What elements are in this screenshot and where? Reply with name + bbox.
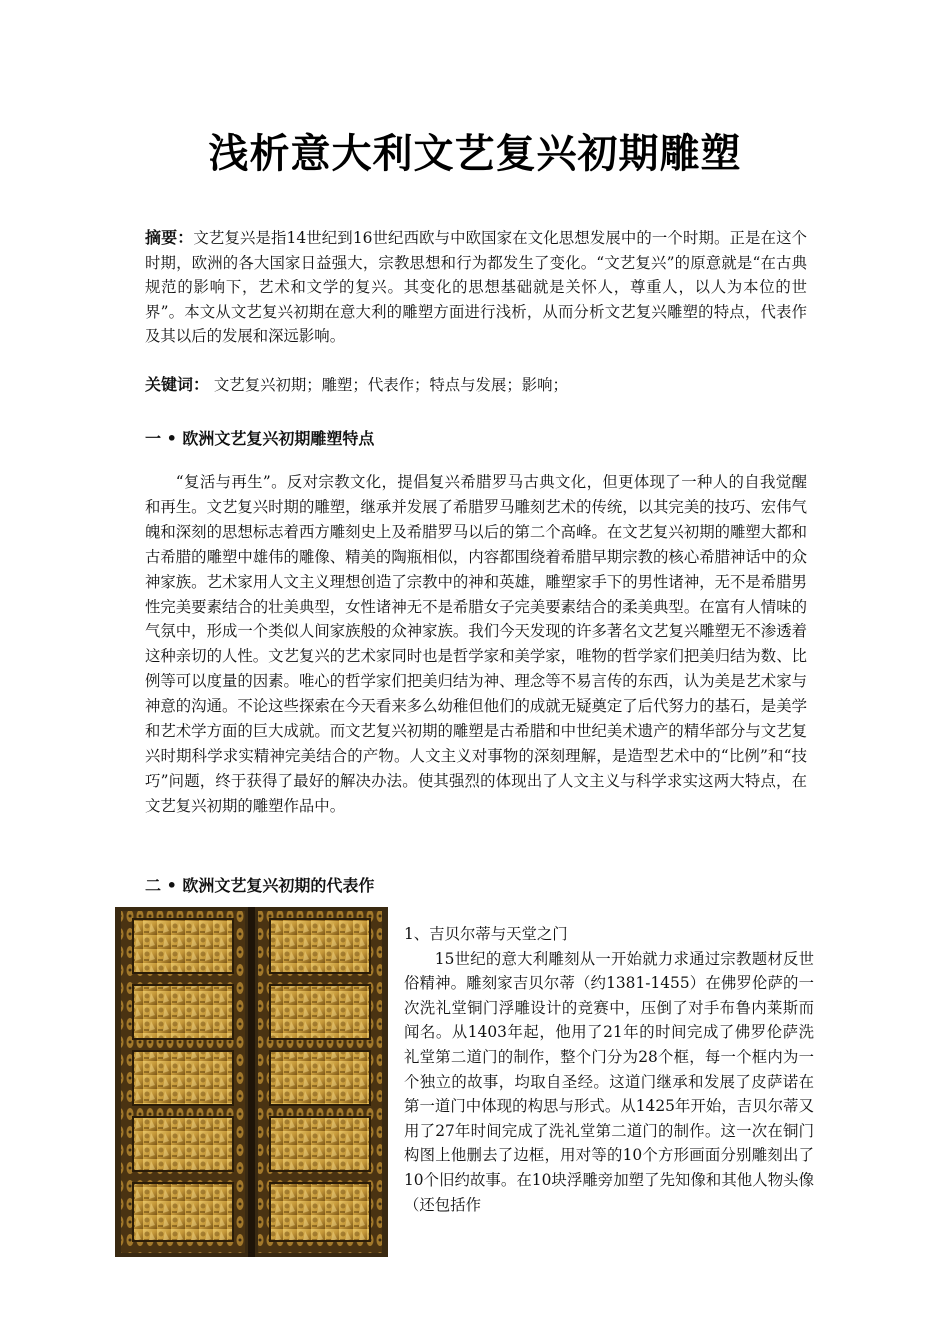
subsection-1-body: 15世纪的意大利雕刻从一开始就力求通过宗教题材反世俗精神。雕刻家吉贝尔蒂（约1381-1455）在佛罗伦萨的一次洗礼堂铜门浮雕设计的竞赛中，压倒了对手布鲁内莱斯而闻名。从1403年起，他用了21年的时间完成了佛罗伦萨洗礼堂第二道门的制作，整个门分为28个框，每一个框内为一个独立的故事，均取自圣经。这道门继承和发展了皮萨诺在第一道门中体现的构思与形式。从1425年开始，吉贝尔蒂又用了27年时间完成了洗礼堂第二道门的制作。这一次在铜门构图上他删去了边框，用对等的10个方形画面分别雕刻出了10个旧约故事。在10块浮雕旁加塑了先知像和其他人物头像（还包括作 [404, 949, 814, 1214]
relief-panel [133, 985, 233, 1039]
relief-panel [133, 1117, 233, 1171]
section-2-text-column [404, 922, 814, 1217]
door-seam [248, 907, 255, 1257]
relief-panel [270, 919, 370, 973]
left-door-panels [133, 919, 233, 1241]
relief-panel [133, 1051, 233, 1105]
right-door-panels [270, 919, 370, 1241]
subsection-1-title: 1、吉贝尔蒂与天堂之门 [404, 925, 568, 943]
relief-panel [270, 1051, 370, 1105]
page-title: 浅析意大利文艺复兴初期雕塑 [208, 131, 742, 177]
relief-panel [270, 1183, 370, 1241]
abstract-paragraph [145, 226, 807, 349]
keywords-label: 关键词： [145, 375, 210, 394]
keywords-text: 文艺复兴初期；雕塑；代表作；特点与发展；影响； [209, 376, 568, 394]
relief-panel [133, 1183, 233, 1241]
gates-of-paradise-image [115, 907, 388, 1257]
abstract-text: 文艺复兴是指14世纪到16世纪西欧与中欧国家在文化思想发展中的一个时期。正是在这个时期，欧洲的各大国家日益强大，宗教思想和行为都发生了变化。“文艺复兴”的原意就是“在古典规范的影响下，艺术和文学的复兴。其变化的思想基础就是关怀人，尊重人，以人为本位的世界”。本文从文艺复兴初期在意大利的雕塑方面进行浅析，从而分析文艺复兴雕塑的特点，代表作及其以后的发展和深远影响。 [145, 229, 807, 346]
relief-panel [270, 1117, 370, 1171]
section-1-heading: 一 • 欧洲文艺复兴初期雕塑特点 [145, 429, 375, 448]
relief-panel [270, 985, 370, 1039]
keywords-paragraph [145, 373, 807, 398]
section-1-body: “复活与再生”。反对宗教文化，提倡复兴希腊罗马古典文化，但更体现了一种人的自我觉醒和再生。文艺复兴时期的雕塑，继承并发展了希腊罗马雕刻艺术的传统，以其完美的技巧、宏伟气魄和深刻的思想标志着西方雕刻史上及希腊罗马以后的第二个高峰。在文艺复兴初期的雕塑大都和古希腊的雕塑中雄伟的雕像、精美的陶瓶相似，内容都围绕着希腊早期宗教的核心希腊神话中的众神家族。艺术家用人文主义理想创造了宗教中的神和英雄，雕塑家手下的男性诸神，无不是希腊男性完美要素结合的壮美典型，女性诸神无不是希腊女子完美要素结合的柔美典型。在富有人情味的气氛中，形成一个类似人间家族般的众神家族。我们今天发现的许多著名文艺复兴雕塑无不渗透着这种亲切的人性。文艺复兴的艺术家同时也是哲学家和美学家，唯物的哲学家们把美归结为数、比例等可以度量的因素。唯心的哲学家们把美归结为神、理念等不易言传的东西，认为美是艺术家与神意的沟通。不论这些探索在今天看来多么幼稚但他们的成就无疑奠定了后代努力的基石，是美学和艺术学方面的巨大成就。而文艺复兴初期的雕塑是古希腊和中世纪美术遗产的精华部分与文艺复兴时期科学求实精神完美结合的产物。人文主义对事物的深刻理解，是造型艺术中的“比例”和“技巧”问题，终于获得了最好的解决办法。使其强烈的体现出了人文主义与科学求实这两大特点，在文艺复兴初期的雕塑作品中。 [145, 473, 807, 815]
abstract-label: 摘要： [145, 228, 194, 247]
relief-panel [133, 919, 233, 973]
section-2-heading: 二 • 欧洲文艺复兴初期的代表作 [145, 876, 375, 895]
